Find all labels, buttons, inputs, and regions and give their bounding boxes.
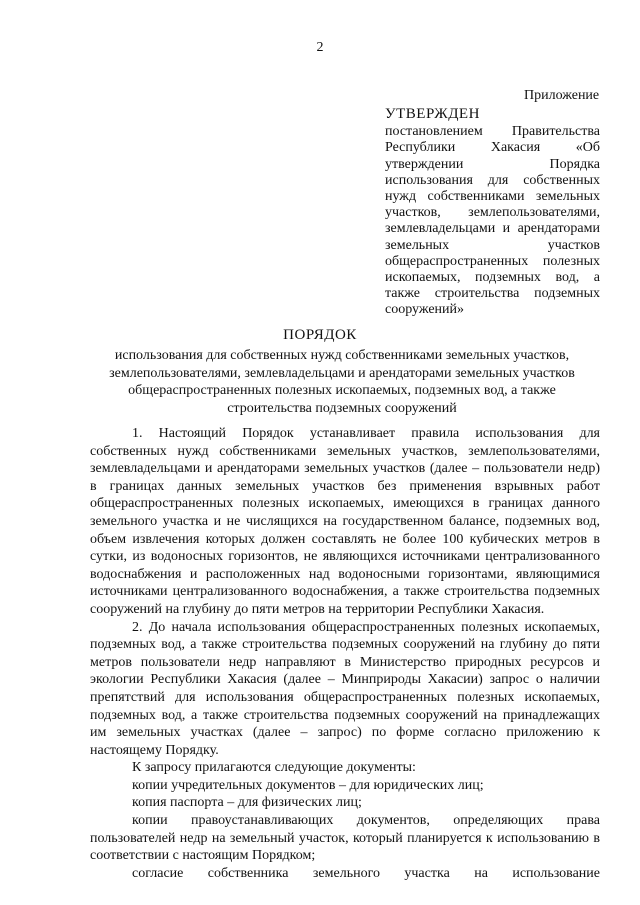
document-title: ПОРЯДОК [283, 327, 357, 343]
document-body [90, 425, 600, 882]
list-item-title-docs: копии правоустанавливающих документов, определяющих права пользователей недр на земельный участок, который планируется к использованию в соответствии с настоящим Порядком; [90, 813, 600, 864]
page-number: 2 [316, 40, 324, 55]
approval-block [385, 106, 600, 319]
approval-text: постановлением Правительства Республики Хакасия «Об утверждении Порядка использования для собственных нужд собственниками земельных участков, землепользователями, землевладельцами и арендаторами земельных участков общераспространенных полезных ископаемых, подземных вод, а также строительства подземных сооружений» [385, 124, 600, 318]
paragraph-2: 2. До начала использования общераспространенных полезных ископаемых, подземных вод, а также строительства подземных сооружений на глубину до пяти метров пользователи недр направляют в Министерство природных ресурсов и экологии Республики Хакасия (далее – Минприроды Хакасии) запрос о наличии препятствий для использования общераспространенных полезных ископаемых, подземных вод, а также строительства подземных сооружений на принадлежащих им земельных участках (далее – запрос) по форме согласно приложению к настоящему Порядку. [90, 619, 600, 758]
list-item-charter-docs: копии учредительных документов – для юридических лиц; [132, 777, 484, 793]
list-item-owner-consent: согласие собственника земельного участка на использование [132, 865, 600, 881]
approval-heading: УТВЕРЖДЕН [385, 106, 480, 122]
paragraph-1: 1. Настоящий Порядок устанавливает правила использования для собственных нужд собственниками земельных участков, землепользователями, землевладельцами и арендаторами земельных участков (далее – пользователи недр) в границах данных земельных участков без применения взрывных работ общераспространенных полезных ископаемых, имеющихся в границах данного земельного участка и не числящихся на государственном балансе, подземных вод, объем извлечения которых должен составлять не более 100 кубических метров в сутки, из водоносных горизонтов, не являющихся источниками централизованного водоснабжения и расположенных над водоносными горизонтами, являющимися источниками централизованного водоснабжения, а также строительства подземных сооружений на глубину до пяти метров на территории Республики Хакасия. [90, 426, 600, 617]
appendix-label: Приложение [524, 88, 600, 103]
list-item-passport: копия паспорта – для физических лиц; [132, 795, 362, 811]
document-subtitle: использования для собственных нужд собственниками земельных участков, землепользователями, землевладельцами и арендаторами земельных участков общераспространенных полезных ископаемых, подземных вод, а также строительства подземных сооружений [109, 348, 575, 416]
paragraph-documents-intro: К запросу прилагаются следующие документы: [132, 760, 416, 776]
